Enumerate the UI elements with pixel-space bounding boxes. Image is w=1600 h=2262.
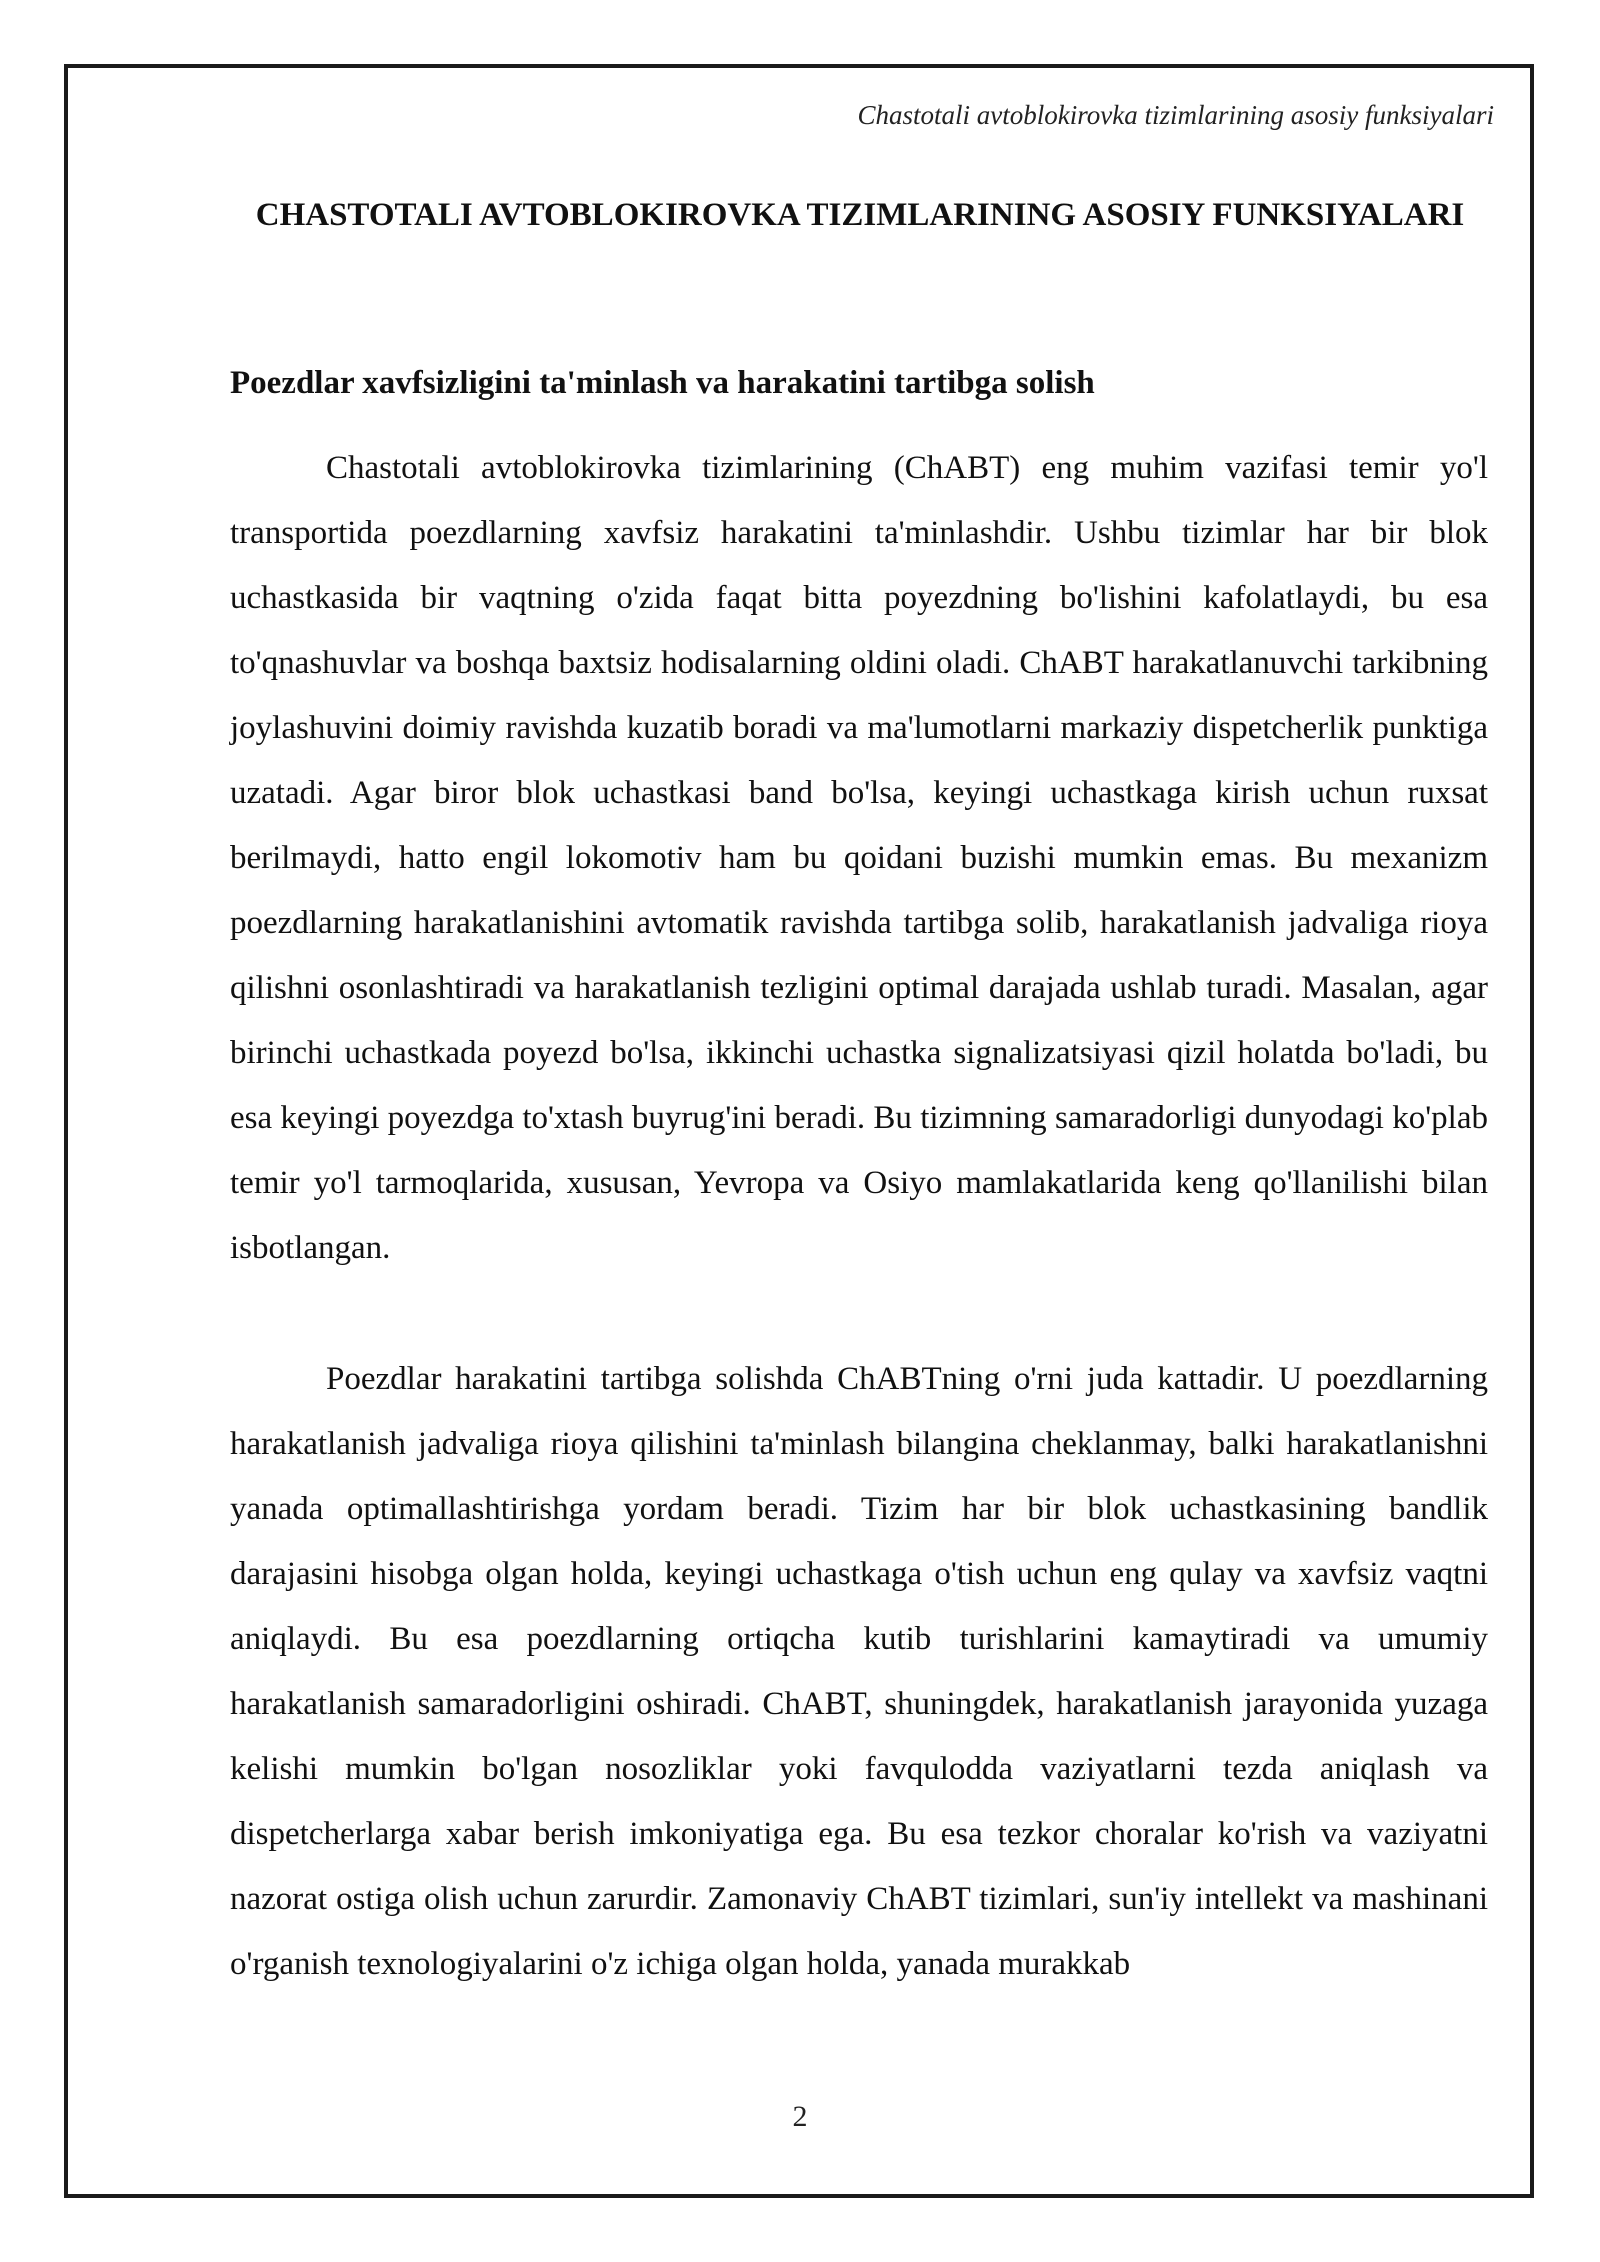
- page-number: 2: [792, 2100, 808, 2133]
- running-header: Chastotali avtoblokirovka tizimlarining asosiy funksiyalari: [857, 100, 1494, 130]
- document-title: CHASTOTALI AVTOBLOKIROVKA TIZIMLARINING ASOSIY FUNKSIYALARI: [255, 197, 1465, 233]
- body-paragraph: Poezdlar harakatini tartibga solishda ChABTning o'rni juda kattadir. U poezdlarning harakatlanish jadvaliga rioya qilishini ta'minlash bilangina cheklanmay, balki harakatlanishni yanada optimallashtirishga yordam beradi. Tizim har bir blok uchastkasining bandlik darajasini hisobga olgan holda, keyingi uchastkaga o'tish uchun eng qulay va xavfsiz vaqtni aniqlaydi. Bu esa poezdlarning ortiqcha kutib turishlarini kamaytiradi va umumiy harakatlanish samaradorligini oshiradi. ChABT, shuningdek, harakatlanish jarayonida yuzaga kelishi mumkin bo'lgan nosozliklar yoki favqulodda vaziyatlarni tezda aniqlash va dispetcherlarga xabar berish imkoniyatiga ega. Bu esa tezkor choralar ko'rish va vaziyatni nazorat ostiga olish uchun zarurdir. Zamonaviy ChABT tizimlari, sun'iy intellekt va mashinani o'rganish texnologiyalarini o'z ichiga olgan holda, yanada murakkab: [230, 1361, 1488, 1982]
- section-heading: Poezdlar xavfsizligini ta'minlash va harakatini tartibga solish: [230, 365, 1095, 401]
- body-paragraph: Chastotali avtoblokirovka tizimlarining (ChABT) eng muhim vazifasi temir yo'l transportida poezdlarning xavfsiz harakatini ta'minlashdir. Ushbu tizimlar har bir blok uchastkasida bir vaqtning o'zida faqat bitta poyezdning bo'lishini kafolatlaydi, bu esa to'qnashuvlar va boshqa baxtsiz hodisalarning oldini oladi. ChABT harakatlanuvchi tarkibning joylashuvini doimiy ravishda kuzatib boradi va ma'lumotlarni markaziy dispetcherlik punktiga uzatadi. Agar biror blok uchastkasi band bo'lsa, keyingi uchastkaga kirish uchun ruxsat berilmaydi, hatto engil lokomotiv ham bu qoidani buzishi mumkin emas. Bu mexanizm poezdlarning harakatlanishini avtomatik ravishda tartibga solib, harakatlanish jadvaliga rioya qilishni osonlashtiradi va harakatlanish tezligini optimal darajada ushlab turadi. Masalan, agar birinchi uchastkada poyezd bo'lsa, ikkinchi uchastka signalizatsiyasi qizil holatda bo'ladi, bu esa keyingi poyezdga to'xtash buyrug'ini beradi. Bu tizimning samaradorligi dunyodagi ko'plab temir yo'l tarmoqlarida, xususan, Yevropa va Osiyo mamlakatlarida keng qo'llanilishi bilan isbotlangan.: [230, 450, 1488, 1266]
